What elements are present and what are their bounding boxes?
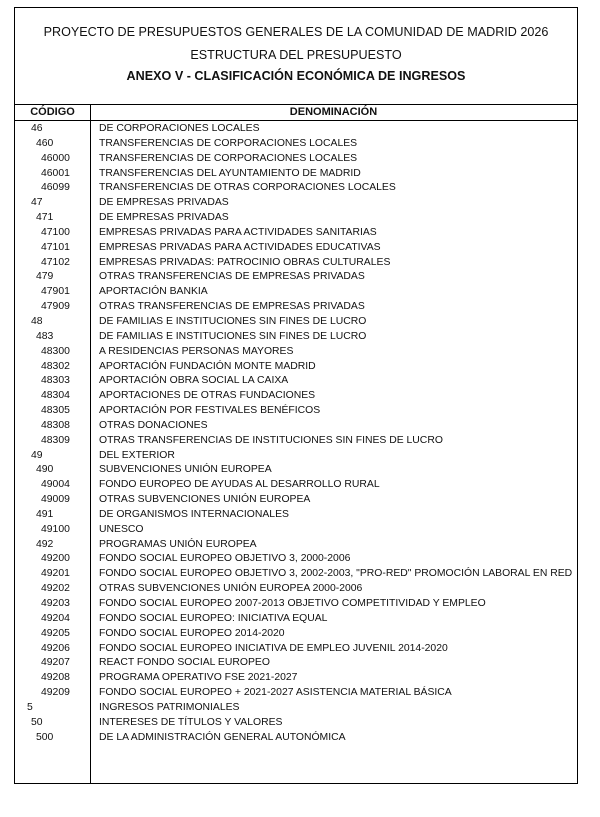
table-row [15, 597, 577, 612]
table-row [15, 552, 577, 567]
table-row [15, 374, 577, 389]
row-name: PROGRAMA OPERATIVO FSE 2021-2027 [99, 672, 298, 684]
table-row [15, 300, 577, 315]
row-code: 490 [36, 464, 54, 476]
row-name: FONDO SOCIAL EUROPEO 2014-2020 [99, 627, 285, 639]
row-code: 491 [36, 508, 54, 520]
table-row [15, 345, 577, 360]
table-row [15, 493, 577, 508]
table-row [15, 671, 577, 686]
table-row [15, 463, 577, 478]
row-code: 49004 [41, 479, 70, 491]
table-row [15, 716, 577, 731]
table-row [15, 523, 577, 538]
table-row [15, 167, 577, 182]
table-row [15, 404, 577, 419]
table-row [15, 137, 577, 152]
row-code: 492 [36, 538, 54, 550]
row-code: 48 [31, 315, 43, 327]
row-name: TRANSFERENCIAS DEL AYUNTAMIENTO DE MADRID [99, 167, 361, 179]
row-name: DE EMPRESAS PRIVADAS [99, 212, 229, 224]
row-name: REACT FONDO SOCIAL EUROPEO [99, 657, 270, 669]
table-row [15, 434, 577, 449]
row-name: DE FAMILIAS E INSTITUCIONES SIN FINES DE LUCRO [99, 315, 367, 327]
row-name: EMPRESAS PRIVADAS PARA ACTIVIDADES EDUCATIVAS [99, 241, 381, 253]
row-code: 48305 [41, 405, 70, 417]
table-row [15, 538, 577, 553]
table-row [15, 686, 577, 701]
table-row [15, 360, 577, 375]
row-name: APORTACIONES DE OTRAS FUNDACIONES [99, 390, 316, 402]
table-row [15, 389, 577, 404]
row-name: OTRAS DONACIONES [99, 419, 208, 431]
row-name: OTRAS TRANSFERENCIAS DE INSTITUCIONES SIN FINES DE LUCRO [99, 434, 443, 446]
document-frame [14, 7, 578, 784]
row-name: FONDO SOCIAL EUROPEO INICIATIVA DE EMPLEO JUVENIL 2014-2020 [99, 642, 448, 654]
row-code: 50 [31, 716, 43, 728]
row-name: APORTACIÓN FUNDACIÓN MONTE MADRID [99, 360, 316, 372]
row-code: 483 [36, 330, 54, 342]
table-row [15, 196, 577, 211]
table-row [15, 181, 577, 196]
row-name: DEL EXTERIOR [99, 449, 175, 461]
table-row [15, 256, 577, 271]
row-code: 46 [31, 123, 43, 134]
table-row [15, 508, 577, 523]
annex-title: ANEXO V - CLASIFICACIÓN ECONÓMICA DE INGRESOS [126, 69, 466, 83]
table-row [15, 152, 577, 167]
table-row [15, 656, 577, 671]
column-header-code: CÓDIGO [30, 106, 75, 118]
row-name: OTRAS TRANSFERENCIAS DE EMPRESAS PRIVADAS [99, 301, 365, 313]
table-row [15, 226, 577, 241]
table-row [15, 567, 577, 582]
table-row [15, 285, 577, 300]
row-code: 49206 [41, 642, 70, 654]
row-code: 46099 [41, 182, 70, 194]
table-row [15, 211, 577, 226]
row-name: FONDO SOCIAL EUROPEO OBJETIVO 3, 2002-2003, "PRO-RED" PROMOCIÓN LABORAL EN RED [99, 568, 573, 580]
table-row [15, 449, 577, 464]
row-name: TRANSFERENCIAS DE CORPORACIONES LOCALES [99, 137, 358, 149]
row-code: 48309 [41, 434, 70, 446]
row-name: FONDO SOCIAL EUROPEO: INICIATIVA EQUAL [99, 612, 328, 624]
row-name: FONDO EUROPEO DE AYUDAS AL DESARROLLO RURAL [99, 479, 380, 491]
row-code: 5 [27, 701, 33, 713]
document-subtitle: ESTRUCTURA DEL PRESUPUESTO [190, 48, 402, 62]
row-code: 47102 [41, 256, 70, 268]
row-code: 46000 [41, 152, 70, 164]
row-code: 48304 [41, 390, 70, 402]
table-header [15, 104, 577, 121]
row-name: A RESIDENCIAS PERSONAS MAYORES [99, 345, 294, 357]
row-code: 49204 [41, 612, 70, 624]
row-name: PROGRAMAS UNIÓN EUROPEA [99, 538, 257, 550]
row-name: SUBVENCIONES UNIÓN EUROPEA [99, 464, 272, 476]
table-row [15, 315, 577, 330]
row-code: 47909 [41, 301, 70, 313]
row-code: 49203 [41, 598, 70, 609]
row-name: FONDO SOCIAL EUROPEO + 2021-2027 ASISTENCIA MATERIAL BÁSICA [99, 687, 452, 699]
table-row [15, 731, 577, 746]
row-code: 49207 [41, 657, 70, 669]
row-name: DE FAMILIAS E INSTITUCIONES SIN FINES DE LUCRO [99, 330, 367, 342]
row-name: INGRESOS PATRIMONIALES [99, 701, 240, 713]
row-code: 47101 [41, 241, 70, 253]
row-code: 49 [31, 449, 43, 461]
row-name: DE CORPORACIONES LOCALES [99, 123, 260, 134]
row-name: TRANSFERENCIAS DE OTRAS CORPORACIONES LOCALES [99, 182, 396, 194]
row-code: 47901 [41, 286, 70, 298]
row-name: FONDO SOCIAL EUROPEO 2007-2013 OBJETIVO COMPETITIVIDAD Y EMPLEO [99, 598, 486, 609]
row-code: 49201 [41, 568, 70, 580]
row-code: 49100 [41, 523, 70, 535]
row-code: 471 [36, 212, 54, 224]
table-row [15, 241, 577, 256]
row-name: DE EMPRESAS PRIVADAS [99, 197, 229, 209]
row-name: APORTACIÓN POR FESTIVALES BENÉFICOS [99, 405, 321, 417]
row-code: 49208 [41, 672, 70, 684]
row-name: FONDO SOCIAL EUROPEO OBJETIVO 3, 2000-2006 [99, 553, 351, 565]
row-code: 47100 [41, 226, 70, 238]
row-code: 49205 [41, 627, 70, 639]
row-code: 460 [36, 137, 54, 149]
row-code: 48303 [41, 375, 70, 387]
row-name: UNESCO [99, 523, 144, 535]
table-row [15, 612, 577, 627]
row-code: 49009 [41, 494, 70, 506]
row-code: 46001 [41, 167, 70, 179]
row-name: OTRAS SUBVENCIONES UNIÓN EUROPEA 2000-2006 [99, 583, 363, 595]
row-code: 500 [36, 731, 54, 743]
row-code: 49202 [41, 583, 70, 595]
row-code: 49209 [41, 687, 70, 699]
table-row [15, 419, 577, 434]
table-row [15, 122, 577, 137]
document-header [15, 8, 577, 104]
row-name: APORTACIÓN OBRA SOCIAL LA CAIXA [99, 375, 289, 387]
document-title: PROYECTO DE PRESUPUESTOS GENERALES DE LA COMUNIDAD DE MADRID 2026 [43, 25, 549, 39]
row-code: 47 [31, 197, 43, 209]
table-body [15, 122, 577, 745]
row-name: EMPRESAS PRIVADAS PARA ACTIVIDADES SANITARIAS [99, 226, 377, 238]
table-row [15, 582, 577, 597]
column-header-name: DENOMINACIÓN [289, 106, 378, 118]
row-code: 479 [36, 271, 54, 283]
row-name: DE LA ADMINISTRACIÓN GENERAL AUTONÓMICA [99, 731, 346, 743]
row-name: OTRAS SUBVENCIONES UNIÓN EUROPEA [99, 494, 311, 506]
row-name: EMPRESAS PRIVADAS: PATROCINIO OBRAS CULTURALES [99, 256, 391, 268]
table-row [15, 627, 577, 642]
table-row [15, 270, 577, 285]
row-code: 49200 [41, 553, 70, 565]
row-name: APORTACIÓN BANKIA [99, 286, 208, 298]
row-name: INTERESES DE TÍTULOS Y VALORES [99, 716, 283, 728]
table-row [15, 478, 577, 493]
table-row [15, 330, 577, 345]
row-name: OTRAS TRANSFERENCIAS DE EMPRESAS PRIVADAS [99, 271, 365, 283]
table-row [15, 642, 577, 657]
table-row [15, 701, 577, 716]
row-code: 48300 [41, 345, 70, 357]
row-code: 48302 [41, 360, 70, 372]
row-name: DE ORGANISMOS INTERNACIONALES [99, 508, 289, 520]
row-code: 48308 [41, 419, 70, 431]
row-name: TRANSFERENCIAS DE CORPORACIONES LOCALES [99, 152, 358, 164]
